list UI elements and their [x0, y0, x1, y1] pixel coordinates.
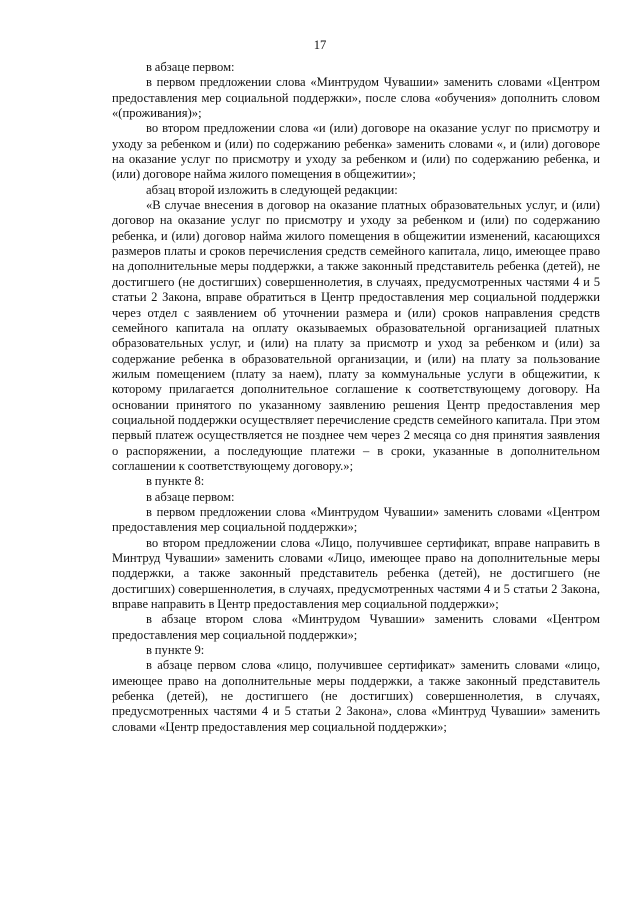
paragraph: в абзаце первом слова «лицо, получившее сертификат» заменить словами «лицо, имеющее право на дополнительные меры поддержки, а также законный представитель ребенка (детей), не достигшего (не достигших) совершеннолетия, в случаях, предусмотренных частями 4 и 5 статьи 2 Закона», слова «Минтруд Чувашии» заменить словами «Центр предоставления мер социальной поддержки»; — [112, 658, 600, 734]
paragraph: в пункте 9: — [146, 643, 205, 658]
paragraph: во втором предложении слова «Лицо, получившее сертификат, вправе направить в Минтруд Чувашии» заменить словами «Лицо, имеющее право на дополнительные меры поддержки, а также законный представитель ребенка (детей), не достигшего (не достигших) совершеннолетия, в случаях, предусмотренных частями 4 и 5 статьи 2 Закона, вправе направить в Центр предоставления мер социальной поддержки»; — [112, 535, 600, 612]
paragraph: в абзаце первом: — [146, 60, 235, 74]
paragraph: в абзаце втором слова «Минтрудом Чувашии» заменить словами «Центром предоставления мер социальной поддержки»; — [112, 612, 600, 642]
paragraph: в пункте 8: — [146, 474, 205, 489]
document-body — [112, 60, 600, 735]
paragraph: в абзаце первом: — [146, 489, 235, 504]
paragraph: в первом предложении слова «Минтрудом Чувашии» заменить словами «Центром предоставления мер социальной поддержки»; — [112, 504, 600, 535]
paragraph: абзац второй изложить в следующей редакции: — [146, 182, 398, 197]
paragraph: во втором предложении слова «и (или) договоре на оказание услуг по присмотру и уходу за ребенком и (или) по содержанию ребенка» заменить словами «, и (или) договоре на оказание услуг по присмотру и уходу за ребенком и (или) по содержанию ребенка, и (или) договоре найма жилого помещения в общежитии»; — [112, 121, 600, 182]
page-number: 17 — [313, 38, 327, 52]
quoted-paragraph: «В случае внесения в договор на оказание платных образовательных услуг, и (или) договор на оказание услуг по присмотру и уходу за ребенком и (или) по содержанию ребенка, и (или) договор найма жилого помещения в общежитии изменений, касающихся размеров платы и сроков перечисления средств семейного капитала, лицо, имеющее право на дополнительные меры поддержки, а также законный представитель ребенка (детей), не достигшего (не достигших) совершеннолетия, в случаях, предусмотренных частями 4 и 5 статьи 2 Закона, вправе обратиться в Центр предоставления мер социальной поддержки через отдел с заявлением об уточнении размера и (или) сроков направления средств семейного капитала на оплату оказываемых образовательной организацией платных образовательных услуг, и (или) на плату за присмотр и уход за ребенком и (или) за содержание ребенка в образовательной организации, и (или) на плату за пользование жилым помещением (плату за наем), плату за коммунальные услуги в общежитии, к которому прилагается дополнительное соглашение к соответствующему договору. На основании принятого по указанному заявлению решения Центр предоставления мер социальной поддержки осуществляет перечисление средств семейного капитала. При этом первый платеж осуществляется не позднее чем через 2 месяца со дня принятия заявления о распоряжении, а последующие платежи – в сроки, указанные в дополнительном соглашении к соответствующему договору.»; — [112, 198, 600, 473]
paragraph: в первом предложении слова «Минтрудом Чувашии» заменить словами «Центром предоставления мер социальной поддержки», после слова «обучения» дополнить словом «(проживания)»; — [112, 75, 600, 121]
